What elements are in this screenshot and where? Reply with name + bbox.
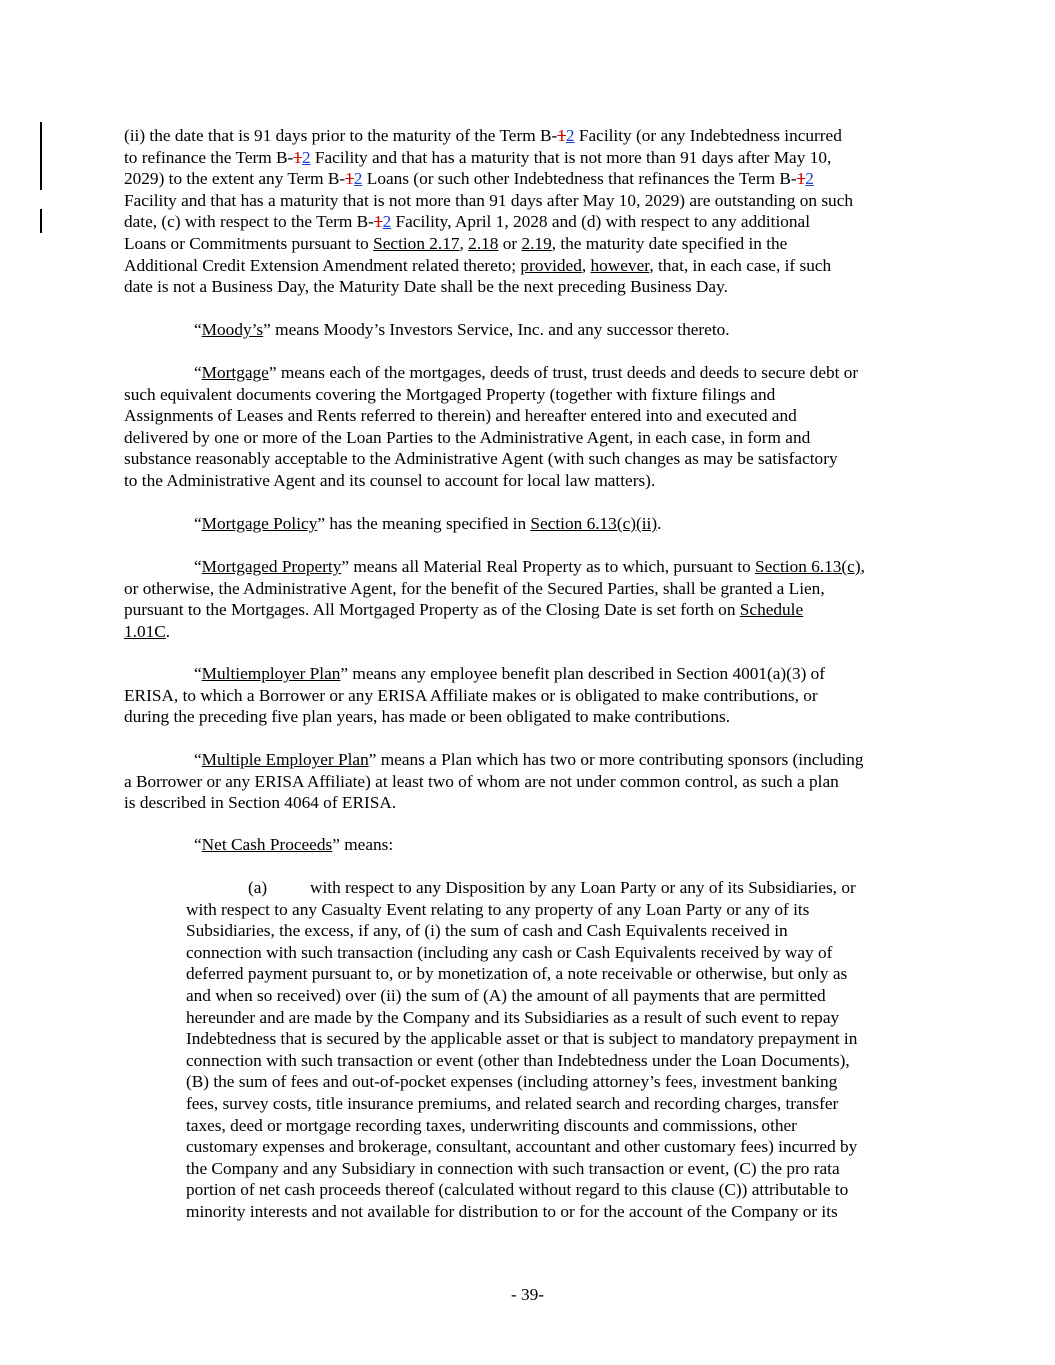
definition-text: Assignments of Leases and Rents referred to therein) and hereafter entered into and executed and xyxy=(124,406,797,426)
clause-text: customary expenses and brokerage, consultant, accountant and other customary fees) incurred by xyxy=(186,1137,858,1157)
text: , xyxy=(459,233,469,253)
section-reference: Section 6.13(c)(ii) xyxy=(530,514,658,533)
definition-text: or otherwise, the Administrative Agent, for the benefit of the Secured Parties, shall be granted a Lien, xyxy=(124,578,825,598)
clause-text: minority interests and not available for distribution to or for the account of the Company or its xyxy=(186,1201,838,1221)
text: , xyxy=(860,557,865,576)
text: Facility and that has a maturity that is not more than 91 days after May 10, xyxy=(310,147,832,167)
definition-text: is described in Section 4064 of ERISA. xyxy=(124,793,397,813)
clause-a xyxy=(186,877,936,1223)
text: , xyxy=(581,255,591,275)
section-reference: 2.19 xyxy=(521,233,552,253)
text: . xyxy=(657,514,662,533)
maturity-date-continuation xyxy=(124,125,936,298)
clause-number: (a) xyxy=(248,878,268,897)
deleted-text: 1 xyxy=(373,212,383,232)
defined-term: Net Cash Proceeds xyxy=(201,835,333,854)
text: (ii) the date that is 91 days prior to the maturity of the Term B- xyxy=(124,126,558,145)
provided-term: provided xyxy=(520,255,582,275)
change-bar xyxy=(40,122,42,190)
text: Loans or Commitments pursuant to xyxy=(124,233,374,253)
text: Loans (or such other Indebtedness that refinances the Term B- xyxy=(362,169,797,189)
definition-text: pursuant to the Mortgages. All Mortgaged Property as of the Closing Date is set forth on xyxy=(124,600,740,620)
schedule-reference: 1.01C xyxy=(124,621,166,641)
definition-text: means: xyxy=(339,835,394,854)
text: . xyxy=(165,621,171,641)
definition-text: has the meaning specified in xyxy=(325,514,531,533)
text: date, (c) with respect to the Term B- xyxy=(124,212,374,232)
definition-mortgaged-property: “Mortgaged Property” means all Material Real Property as to which, pursuant to Section 6.13(c), or otherwise, the Administrative Agent, for the benefit of the Secured Parties, shall be granted a Lien, pursuant to the Mortgages. All Mortgaged Property as of the Closing Date is set forth on Schedule 1.01C. xyxy=(124,556,936,642)
clause-text: connection with such transaction or event (other than Indebtedness under the Loan Documents), xyxy=(186,1050,850,1070)
text: 2029) to the extent any Term B- xyxy=(124,169,346,189)
defined-term: Multiemployer Plan xyxy=(201,664,341,683)
text: Facility (or any Indebtedness incurred xyxy=(574,126,842,145)
clause-text: fees, survey costs, title insurance premiums, and related search and recording charges, transfer xyxy=(186,1093,839,1113)
defined-term: Mortgage Policy xyxy=(201,514,318,533)
definition-text: ERISA, to which a Borrower or any ERISA Affiliate makes or is obligated to make contributions, or xyxy=(124,685,818,705)
section-reference: Section 2.17 xyxy=(373,233,460,253)
clause-text: Subsidiaries, the excess, if any, of (i) the sum of cash and Cash Equivalents received in xyxy=(186,921,788,941)
definition-text: substance reasonably acceptable to the Administrative Agent (with such changes as may be satisfactory xyxy=(124,449,838,469)
definition-mortgage-policy: “Mortgage Policy” has the meaning specified in Section 6.13(c)(ii). xyxy=(194,514,662,533)
inserted-text: 2 xyxy=(353,169,363,189)
clause-text: (B) the sum of fees and out-of-pocket expenses (including attorney’s fees, investment banking xyxy=(186,1072,838,1092)
inserted-text: 2 xyxy=(565,126,575,145)
text: Additional Credit Extension Amendment related thereto; xyxy=(124,255,521,275)
text: date is not a Business Day, the Maturity Date shall be the next preceding Business Day. xyxy=(124,277,728,297)
definition-text: means each of the mortgages, deeds of trust, trust deeds and deeds to secure debt or xyxy=(276,363,859,382)
definition-text: to the Administrative Agent and its counsel to account for local law matters). xyxy=(124,470,656,490)
defined-term: Multiple Employer Plan xyxy=(201,750,369,769)
clause-text: portion of net cash proceeds thereof (calculated without regard to this clause (C)) attributable to xyxy=(186,1180,849,1200)
page-number: - 39- xyxy=(510,1285,545,1304)
definition-moodys: “Moody’s” means Moody’s Investors Service, Inc. and any successor thereto. xyxy=(194,320,730,339)
clause-text: taxes, deed or mortgage recording taxes, underwriting discounts and commissions, other xyxy=(186,1115,797,1135)
deleted-text: 1 xyxy=(796,169,806,189)
inserted-text: 2 xyxy=(805,169,814,189)
clause-text: Indebtedness that is secured by the applicable asset or that is subject to mandatory prepayment in xyxy=(186,1029,858,1049)
text: to refinance the Term B- xyxy=(124,147,294,167)
clause-text: with respect to any Disposition by any Loan Party or any of its Subsidiaries, or xyxy=(310,878,856,897)
definition-text: means Moody’s Investors Service, Inc. and any successor thereto. xyxy=(270,320,730,339)
inserted-text: 2 xyxy=(301,147,311,167)
definition-multiple-employer-plan: “Multiple Employer Plan” means a Plan which has two or more contributing sponsors (including a Borrower or any ERISA Affiliate) at least two of whom are not under common control, as such a plan is described in Section 4064 of ERISA. xyxy=(124,749,936,814)
text: , the maturity date specified in the xyxy=(551,233,788,253)
inserted-text: 2 xyxy=(382,212,392,232)
definition-multiemployer-plan: “Multiemployer Plan” means any employee benefit plan described in Section 4001(a)(3) of ERISA, to which a Borrower or any ERISA Affiliate makes or is obligated to make contributions, or during the preceding five plan years, has made or been obligated to make contributions. xyxy=(124,663,936,728)
text: , that, in each case, if such xyxy=(649,255,832,275)
section-reference: Section 6.13(c) xyxy=(755,557,861,576)
definition-text: means all Material Real Property as to which, pursuant to xyxy=(349,557,756,576)
change-bar xyxy=(40,209,42,233)
schedule-reference: Schedule xyxy=(739,600,804,620)
definition-text: means a Plan which has two or more contributing sponsors (including xyxy=(376,750,864,769)
clause-text: and when so received) over (ii) the sum of (A) the amount of all payments that are permitted xyxy=(186,985,826,1005)
section-reference: 2.18 xyxy=(468,233,499,253)
clause-text: the Company and any Subsidiary in connection with such transaction or event, (C) the pro rata xyxy=(186,1158,840,1178)
clause-text: hereunder and are made by the Company and its Subsidiaries as a result of such event to repay xyxy=(186,1007,840,1027)
clause-text: with respect to any Casualty Event relating to any property of any Loan Party or any of its xyxy=(186,899,810,919)
clause-text: connection with such transaction (including any cash or Cash Equivalents received by way of xyxy=(186,942,833,962)
definition-mortgage: “Mortgage” means each of the mortgages, deeds of trust, trust deeds and deeds to secure debt or such equivalent documents covering the Mortgaged Property (together with fixture filings and Assignments of Leases and Rents referred to therein) and hereafter entered into and executed and delivered by one or more of the Loan Parties to the Administrative Agent, in each case, in form and substance reasonably acceptable to the Administrative Agent (with such changes as may be satisfactory to the Administrative Agent and its counsel to account for local law matters). xyxy=(124,362,936,492)
definition-text: a Borrower or any ERISA Affiliate) at least two of whom are not under common control, as such a plan xyxy=(124,771,839,791)
defined-term: Mortgage xyxy=(201,363,269,382)
definition-net-cash-proceeds: “Net Cash Proceeds” means: xyxy=(194,835,394,854)
deleted-text: 1 xyxy=(557,126,566,145)
however-term: however xyxy=(590,255,650,275)
definition-text: during the preceding five plan years, has made or been obligated to make contributions. xyxy=(124,707,731,727)
defined-term: Mortgaged Property xyxy=(201,557,342,576)
definition-text: delivered by one or more of the Loan Parties to the Administrative Agent, in each case, in form and xyxy=(124,427,811,447)
deleted-text: 1 xyxy=(345,169,354,189)
definition-text: such equivalent documents covering the Mortgaged Property (together with fixture filings and xyxy=(124,384,776,404)
text: Facility and that has a maturity that is not more than 91 days after May 10, 2029) are outstanding on such xyxy=(124,190,854,210)
text: or xyxy=(498,233,522,253)
clause-text: deferred payment pursuant to, or by monetization of, a note receivable or otherwise, but only as xyxy=(186,964,848,984)
text: Facility, April 1, 2028 and (d) with respect to any additional xyxy=(391,212,811,232)
definition-text: means any employee benefit plan described in Section 4001(a)(3) of xyxy=(348,664,826,683)
deleted-text: 1 xyxy=(293,147,302,167)
defined-term: Moody’s xyxy=(201,320,264,339)
